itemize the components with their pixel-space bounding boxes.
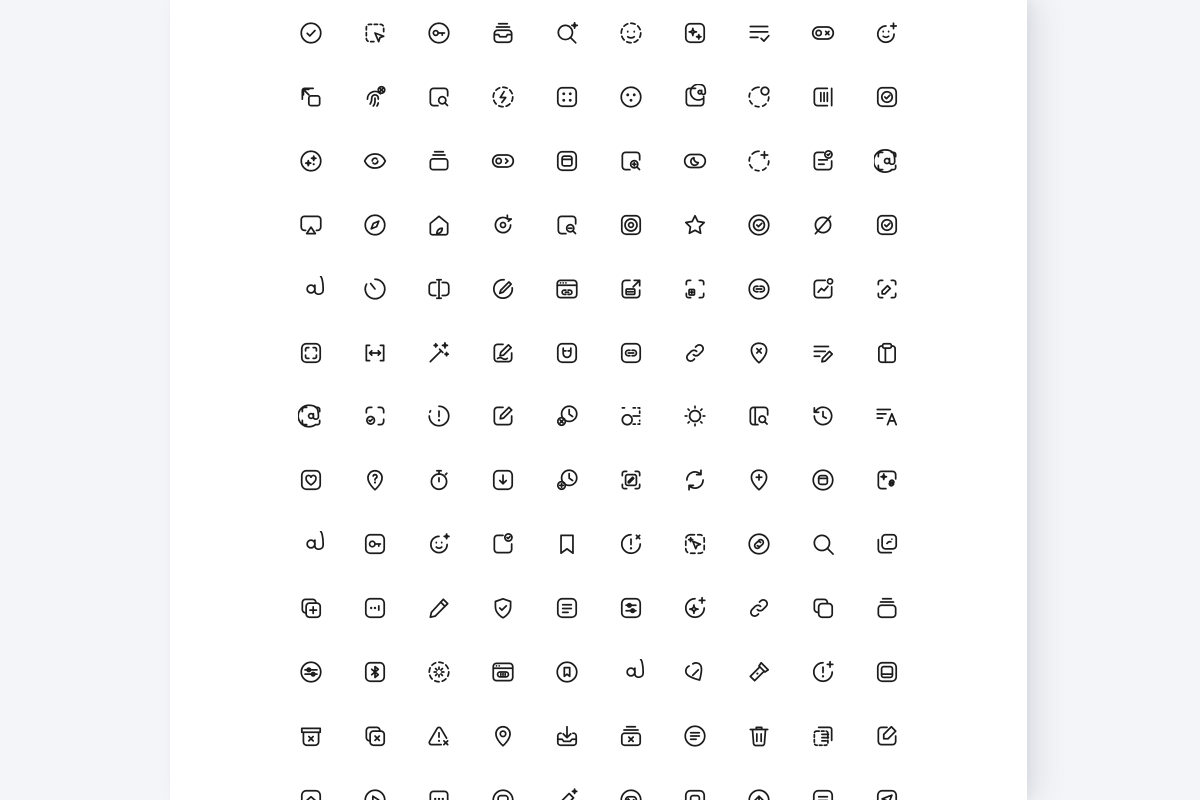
text-edit-icon — [810, 340, 836, 366]
chat-dots-icon — [426, 787, 452, 800]
compass-icon — [362, 212, 388, 238]
scan-pencil-icon — [618, 467, 644, 493]
list-check-icon — [746, 20, 772, 46]
pencil-circle-icon — [490, 276, 516, 302]
badge-check-square-icon — [490, 531, 516, 557]
link-square-icon — [618, 340, 644, 366]
location-x-icon — [746, 340, 772, 366]
smile-sparkle-icon — [426, 531, 452, 557]
copy-edit-icon — [874, 531, 900, 557]
signature-square-icon — [490, 340, 516, 366]
scan-check-icon — [362, 403, 388, 429]
search-minus-square-icon — [554, 212, 580, 238]
circle-alert-x-icon — [618, 531, 644, 557]
key-square-icon — [362, 531, 388, 557]
check-circle-icon — [298, 20, 324, 46]
moon-capsule-icon — [682, 148, 708, 174]
link-circle-icon — [746, 276, 772, 302]
arrow-up-circle-icon — [746, 787, 772, 800]
location-pin-icon — [490, 723, 516, 749]
inbox-circle-icon — [810, 467, 836, 493]
list-square-icon — [810, 787, 836, 800]
trash-icon — [746, 723, 772, 749]
location-plus-icon — [746, 467, 772, 493]
warning-x-icon — [426, 723, 452, 749]
history-icon — [810, 403, 836, 429]
note-lines-icon — [554, 595, 580, 621]
stack-icon — [874, 595, 900, 621]
text-font-icon — [874, 403, 900, 429]
search-sparkle-icon — [554, 20, 580, 46]
archive-tray-icon — [490, 20, 516, 46]
circle-alert-plus-icon — [810, 659, 836, 685]
fingerprint-settings-icon — [362, 84, 388, 110]
edit-square-icon — [490, 403, 516, 429]
scan-plus-icon — [682, 276, 708, 302]
sliders-square-icon — [618, 595, 644, 621]
sparkles-plus-icon — [682, 595, 708, 621]
search-square-icon — [426, 84, 452, 110]
icon-sheet — [170, 0, 1027, 800]
scan-edit-icon — [874, 276, 900, 302]
app-square-icon — [682, 787, 708, 800]
shield-check-icon — [490, 595, 516, 621]
rotate-dot-icon — [490, 212, 516, 238]
search-icon — [810, 531, 836, 557]
sliders-circle-icon — [298, 659, 324, 685]
bookmark-circle-icon — [554, 659, 580, 685]
shapes-dashed-icon — [618, 403, 644, 429]
download-square-icon — [490, 467, 516, 493]
eye-sync-icon — [362, 148, 388, 174]
toggle-arrow-icon — [490, 148, 516, 174]
dice-four-icon — [554, 84, 580, 110]
bookmark-icon — [554, 531, 580, 557]
text-cursor-box-icon — [426, 276, 452, 302]
inbox-square-icon — [554, 148, 580, 174]
location-question-icon — [362, 467, 388, 493]
circle-alert-dashed-icon — [426, 403, 452, 429]
dots-square-icon — [362, 595, 388, 621]
magnet-square-icon — [554, 340, 580, 366]
sparkles-square-icon — [682, 20, 708, 46]
circle-slash-icon — [810, 212, 836, 238]
at-sign-frame-icon — [298, 403, 324, 429]
notes-dashed-icon — [810, 723, 836, 749]
download-tray-icon — [554, 723, 580, 749]
at-sign-plain-icon — [298, 531, 324, 557]
magic-wand-icon — [426, 340, 452, 366]
at-sign-bold-icon — [618, 659, 644, 685]
clock-plus-icon — [554, 467, 580, 493]
stopwatch-icon — [426, 467, 452, 493]
loader-circle-icon — [426, 659, 452, 685]
chart-notification-icon — [810, 276, 836, 302]
icon-grid — [170, 0, 1027, 800]
timer-icon — [362, 276, 388, 302]
home-square-icon — [298, 787, 324, 800]
play-circle-icon — [362, 787, 388, 800]
send-square-icon — [874, 787, 900, 800]
browser-link-icon — [554, 276, 580, 302]
resize-window-icon — [298, 84, 324, 110]
link-chain-icon — [746, 595, 772, 621]
location-edit-icon — [682, 659, 708, 685]
note-check-icon — [810, 148, 836, 174]
archive-x-icon — [298, 723, 324, 749]
stack-trays-icon — [426, 148, 452, 174]
copy-plus-icon — [298, 595, 324, 621]
expand-keyboard-icon — [618, 276, 644, 302]
dice-three-circle-icon — [618, 84, 644, 110]
search-sidebar-icon — [746, 403, 772, 429]
archive-drawer-x-icon — [618, 723, 644, 749]
link-rounded-circle-icon — [746, 531, 772, 557]
check-square-icon — [874, 212, 900, 238]
heart-square-icon — [298, 467, 324, 493]
edit-box-icon — [874, 723, 900, 749]
copy-x-icon — [362, 723, 388, 749]
key-circle-icon — [426, 20, 452, 46]
flashlight-icon — [746, 659, 772, 685]
focus-frame-icon — [298, 340, 324, 366]
pencil-icon — [426, 595, 452, 621]
toggle-x-icon — [810, 20, 836, 46]
browser-card-icon — [490, 659, 516, 685]
at-sign-icon — [298, 276, 324, 302]
circle-dashed-plus-icon — [746, 148, 772, 174]
fit-width-icon — [362, 340, 388, 366]
smile-plus-icon — [874, 20, 900, 46]
circle-dashed-icon — [682, 403, 708, 429]
search-plus-square-icon — [618, 148, 644, 174]
face-scan-icon — [618, 20, 644, 46]
star-icon — [682, 212, 708, 238]
home-leaf-icon — [426, 212, 452, 238]
cast-screen-icon — [298, 212, 324, 238]
sparkles-link-square-icon — [874, 467, 900, 493]
check-circle-outline-icon — [746, 212, 772, 238]
robot-face-icon — [490, 787, 516, 800]
clock-x-icon — [554, 403, 580, 429]
target-at-icon — [618, 212, 644, 238]
circle-dashed-dot-icon — [746, 84, 772, 110]
cursor-select-square-icon — [362, 20, 388, 46]
at-sign-scan-icon — [874, 148, 900, 174]
pencil-sparkle-icon — [554, 787, 580, 800]
link-icon — [682, 340, 708, 366]
refresh-icon — [682, 467, 708, 493]
bluetooth-square-icon — [362, 659, 388, 685]
check-rounded-square-icon — [874, 84, 900, 110]
lightning-circle-icon — [490, 84, 516, 110]
barcode-vertical-icon — [810, 84, 836, 110]
sparkles-circle-icon — [298, 148, 324, 174]
gamepad-circle-icon — [618, 787, 644, 800]
cursor-sparkle-square-icon — [682, 531, 708, 557]
list-circle-icon — [682, 723, 708, 749]
copy-icon — [810, 595, 836, 621]
at-sign-square-icon — [682, 84, 708, 110]
clipboard-icon — [874, 340, 900, 366]
tablet-square-icon — [874, 659, 900, 685]
